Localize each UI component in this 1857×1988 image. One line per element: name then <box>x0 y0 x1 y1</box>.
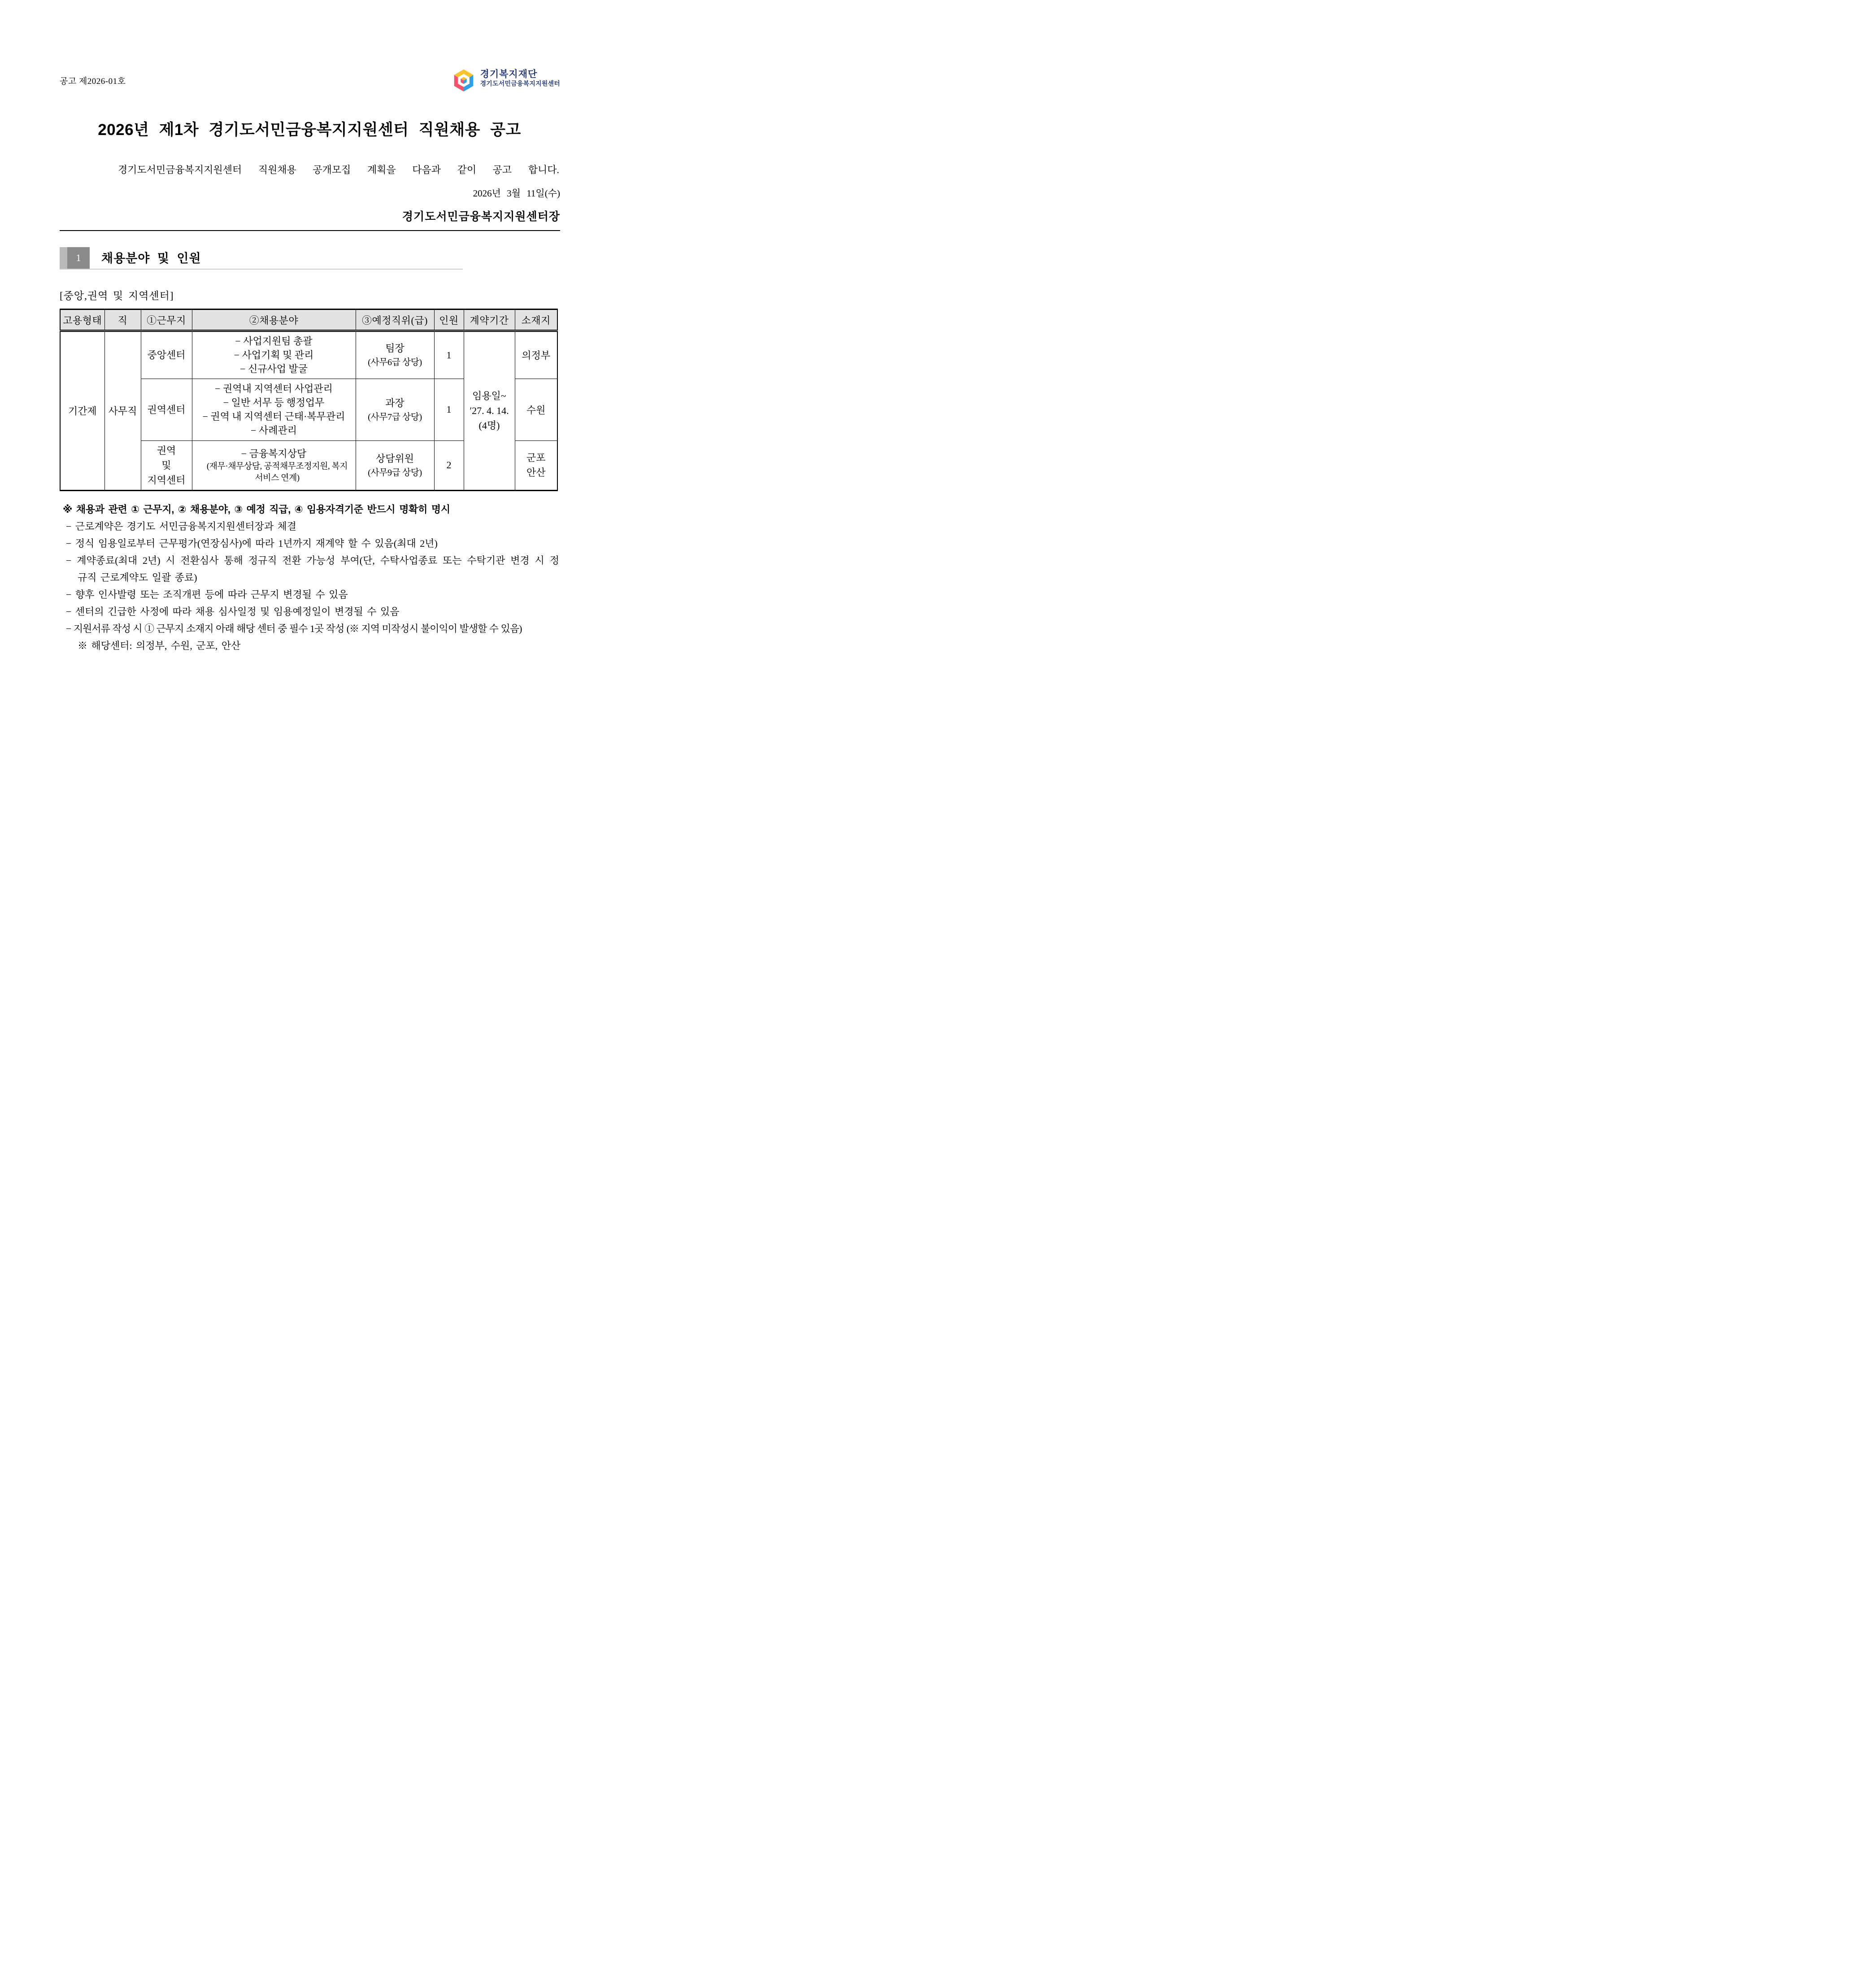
org-logo <box>451 67 560 95</box>
table-container <box>60 309 559 491</box>
location-cell: 수원 <box>515 379 557 440</box>
table-subtitle: [중앙,권역 및 지역센터] <box>60 290 174 301</box>
col-header-job-class: 직 <box>104 310 141 331</box>
page-header <box>60 67 560 95</box>
recruitment-table <box>60 309 558 491</box>
headcount-cell: 1 <box>434 331 464 379</box>
logo-hex-yellow <box>454 70 473 78</box>
position-grade: (사무9급 상당) <box>368 467 422 478</box>
position-cell <box>356 331 434 379</box>
contract-line: 임용일~ <box>472 390 506 402</box>
section-number-box <box>60 247 90 269</box>
contract-line: ′27. 4. 14. <box>470 405 509 417</box>
duties-cell <box>192 331 356 379</box>
col-header-headcount: 인원 <box>434 310 464 331</box>
col-header-duties: ②채용분야 <box>192 310 356 331</box>
headcount-cell: 2 <box>434 440 464 490</box>
workplace-cell <box>141 379 192 440</box>
note-item: 규직 근로계약도 일괄 종료) <box>78 571 197 583</box>
note-item: ※ 해당센터: 의정부, 수원, 군포, 안산 <box>78 640 241 651</box>
col-header-contract-period: 계약기간 <box>464 310 515 331</box>
workplace-line: 및 <box>161 459 171 471</box>
duty-line: − 권역 내 지역센터 근태·복무관리 <box>202 411 345 423</box>
duty-line: − 사례관리 <box>251 425 297 436</box>
org-logo-text <box>480 67 560 87</box>
position-grade: (사무6급 상당) <box>368 357 422 368</box>
duty-line: (재무·채무상담, 공적채무조정지원, 복지 <box>206 462 348 471</box>
location-cell: 의정부 <box>515 331 557 379</box>
section-number-box-accent <box>60 247 67 269</box>
location-cell <box>515 440 557 490</box>
employment-type-cell: 기간제 <box>60 331 104 491</box>
workplace-line: 권역센터 <box>147 404 186 415</box>
table-header-row <box>60 310 557 331</box>
divider-rule <box>60 230 560 231</box>
workplace-line: 중앙센터 <box>147 349 186 361</box>
workplace-cell <box>141 331 192 379</box>
duty-line: − 일반 서무 등 행정업무 <box>223 397 325 408</box>
duty-line: − 권역내 지역센터 사업관리 <box>215 383 333 394</box>
intro-text: 경기도서민금융복지지원센터 직원채용 공개모집 계획을 다음과 같이 공고 합니다. <box>118 164 559 175</box>
position-title: 팀장 <box>385 343 404 354</box>
notes-list <box>60 501 559 654</box>
section-number: 1 <box>67 247 90 269</box>
col-header-employment-type: 고용형태 <box>60 310 104 331</box>
note-item: − 근로계약은 경기도 서민금융복지지원센터장과 체결 <box>66 520 296 532</box>
section-header <box>60 247 463 270</box>
location-line: 군포 <box>526 452 546 464</box>
note-item: − 향후 인사발령 또는 조직개편 등에 따라 근무지 변경될 수 있음 <box>66 589 348 600</box>
logo-hex-blue <box>464 75 473 92</box>
table-row <box>60 331 557 379</box>
note-item: − 정식 임용일로부터 근무평가(연장심사)에 따라 1년까지 재계약 할 수 있음(최대 2년) <box>66 537 438 549</box>
note-item: − 계약종료(최대 2년) 시 전환심사 통해 정규직 전환 가능성 부여(단, 수탁사업종료 또는 수탁기관 변경 시 정 <box>66 554 559 566</box>
page-title: 2026년 제1차 경기도서민금융복지지원센터 직원채용 공고 <box>98 121 521 139</box>
contract-period-cell <box>464 331 515 491</box>
announce-date: 2026년 3월 11일(수) <box>473 188 560 199</box>
position-cell <box>356 379 434 440</box>
duty-line: − 신규사업 발굴 <box>240 363 308 375</box>
duty-line: − 사업지원팀 총괄 <box>235 336 313 347</box>
doc-number: 공고 제2026-01호 <box>60 77 126 86</box>
duty-line: − 금융복지상담 <box>241 448 307 459</box>
duty-line: − 사업기획 및 관리 <box>234 349 314 361</box>
org-name: 경기복지재단 <box>480 69 538 79</box>
org-sub-name: 경기도서민금융복지지원센터 <box>480 80 560 87</box>
workplace-line: 지역센터 <box>147 474 186 486</box>
section-title: 채용분야 및 인원 <box>101 251 201 265</box>
duties-cell <box>192 440 356 490</box>
duties-cell <box>192 379 356 440</box>
col-header-position: ③예정직위(급) <box>356 310 434 331</box>
position-cell <box>356 440 434 490</box>
logo-hex-red <box>454 75 463 92</box>
position-title: 상담위원 <box>375 453 414 464</box>
signer-name: 경기도서민금융복지지원센터장 <box>402 211 560 223</box>
headcount-cell: 1 <box>434 379 464 440</box>
note-item: − 지원서류 작성 시 ① 근무지 소재지 아래 해당 센터 중 필수 1곳 작성 (※ 지역 미작성시 불이익이 발생할 수 있음) <box>66 623 522 634</box>
contract-line: (4명) <box>478 420 500 432</box>
col-header-location: 소재지 <box>515 310 557 331</box>
job-class-cell: 사무직 <box>104 331 141 491</box>
workplace-cell <box>141 440 192 490</box>
location-line: 안산 <box>526 467 546 479</box>
position-grade: (사무7급 상당) <box>368 412 422 422</box>
note-item: ※ 채용과 관련 ① 근무지, ② 채용분야, ③ 예정 직급, ④ 임용자격기준 반드시 명확히 명시 <box>63 503 450 515</box>
col-header-workplace: ①근무지 <box>141 310 192 331</box>
document-page <box>0 0 619 663</box>
position-title: 과장 <box>385 397 404 409</box>
workplace-line: 권역 <box>157 445 176 456</box>
org-logo-mark-icon <box>451 67 476 95</box>
duty-line: 서비스 연계) <box>255 473 300 483</box>
note-item: − 센터의 긴급한 사정에 따라 채용 심사일정 및 임용예정일이 변경될 수 있음 <box>66 606 400 617</box>
